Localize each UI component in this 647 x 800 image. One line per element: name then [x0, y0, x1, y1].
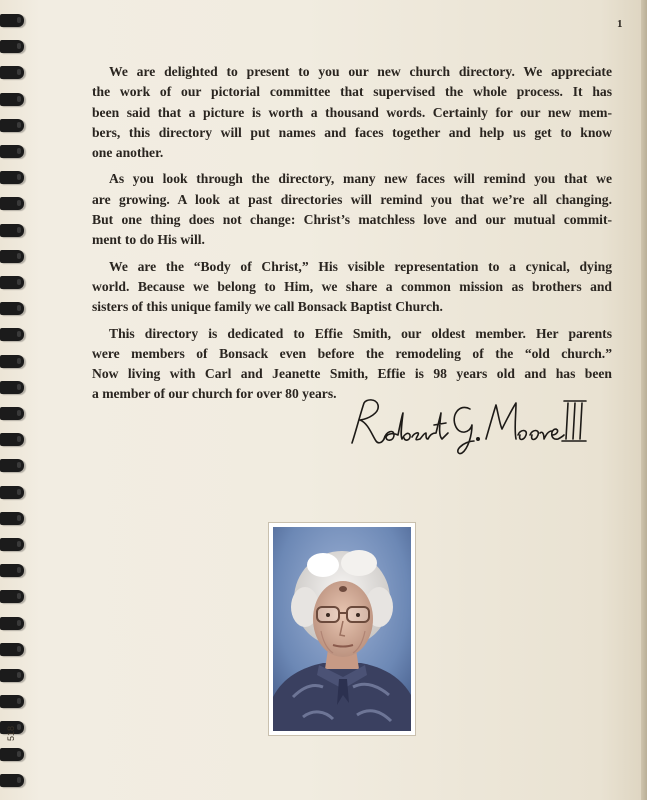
- binding-ring: [0, 538, 24, 551]
- binding-ring: [0, 328, 24, 341]
- letter-line: We are delighted to present to you our new church directory. We appreciate: [109, 64, 612, 79]
- margin-code: 518: [6, 726, 16, 742]
- letter-line: We are the “Body of Christ,” His visible representation to a cynical, dying: [109, 258, 612, 274]
- letter-line: the work of our pictorial committee that supervised the whole process. It has: [92, 84, 612, 100]
- binding-ring: [0, 695, 24, 708]
- letter-paragraph: [92, 62, 612, 163]
- portrait-photo-effie-smith: [269, 523, 415, 735]
- binding-ring: [0, 564, 24, 577]
- portrait-image: [273, 527, 411, 731]
- binding-ring: [0, 459, 24, 472]
- binding-ring: [0, 66, 24, 79]
- letter-line: been said that a picture is worth a thousand words. Certainly for our new mem-: [92, 104, 612, 120]
- letter-line: are growing. A look at past directories will remind you that we’re all changing.: [92, 191, 612, 207]
- binding-ring: [0, 512, 24, 525]
- binding-ring: [0, 433, 24, 446]
- binding-ring: [0, 119, 24, 132]
- letter-paragraph: [92, 257, 612, 318]
- binding-ring: [0, 669, 24, 682]
- letter-line: As you look through the directory, many new faces will remind you that we: [109, 171, 612, 187]
- binding-ring: [0, 748, 24, 761]
- signature-robert-g-moore-iii: [342, 395, 592, 457]
- page-number: 1: [617, 18, 623, 30]
- letter-line: But one thing does not change: Christ’s matchless love and our mutual commit-: [92, 212, 612, 228]
- binding-ring: [0, 276, 24, 289]
- binding-ring: [0, 486, 24, 499]
- binding-ring: [0, 617, 24, 630]
- letter-paragraph: [92, 169, 612, 250]
- binding-ring: [0, 224, 24, 237]
- letter-line: were members of Bonsack even before the remodeling of the “old church.”: [92, 345, 612, 361]
- letter-line: This directory is dedicated to Effie Smith, our oldest member. Her parents: [109, 325, 612, 341]
- binding-ring: [0, 197, 24, 210]
- binding-ring: [0, 145, 24, 158]
- page-edge: [641, 0, 647, 800]
- letter-line: Now living with Carl and Jeanette Smith, Effie is 98 years old and has been: [92, 366, 612, 382]
- binding-ring: [0, 355, 24, 368]
- letter-line: ment to do His will.: [92, 232, 205, 248]
- binding-ring: [0, 93, 24, 106]
- binding-ring: [0, 250, 24, 263]
- binding-ring: [0, 171, 24, 184]
- spiral-binding: [0, 14, 40, 800]
- letter-line: a member of our church for over 80 years.: [92, 386, 337, 402]
- letter-line: sisters of this unique family we call Bonsack Baptist Church.: [92, 299, 443, 315]
- binding-ring: [0, 407, 24, 420]
- dedication-letter: [92, 62, 612, 411]
- binding-ring: [0, 14, 24, 27]
- letter-line: one another.: [92, 145, 164, 161]
- binding-ring: [0, 774, 24, 787]
- letter-paragraph: [92, 324, 612, 405]
- letter-line: world. Because we belong to Him, we share a common mission as brothers and: [92, 278, 612, 294]
- letter-line: bers, this directory will put names and faces together and help us get to know: [92, 124, 612, 140]
- binding-ring: [0, 302, 24, 315]
- binding-ring: [0, 40, 24, 53]
- binding-ring: [0, 643, 24, 656]
- binding-ring: [0, 590, 24, 603]
- binding-ring: [0, 381, 24, 394]
